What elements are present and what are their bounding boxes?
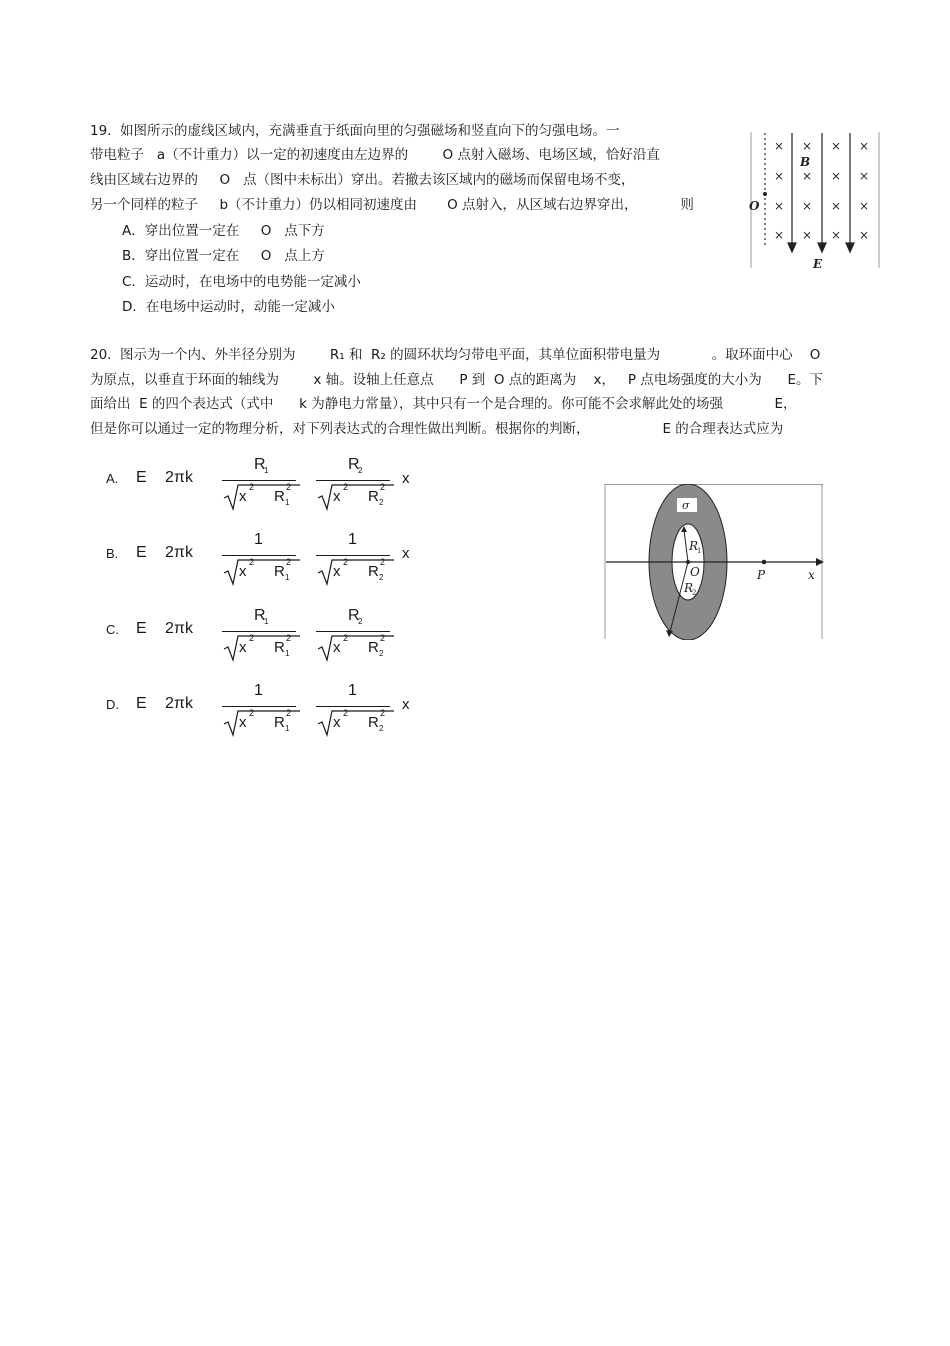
option-letter: B. (106, 546, 119, 561)
denom-r-sq: 2 (380, 557, 386, 567)
numerator: 1 (348, 682, 357, 699)
numerator: R (348, 607, 360, 624)
denom-r-sq: 2 (380, 482, 386, 492)
numerator: R (254, 607, 266, 624)
label-sigma: σ (682, 499, 690, 512)
denom-r-sq: 2 (286, 557, 292, 567)
denom-r: R (368, 714, 379, 731)
fraction-bar (316, 480, 390, 481)
b-field-cross: × (774, 169, 785, 183)
formula-e: E (136, 544, 147, 561)
denom-r-sq: 2 (286, 708, 292, 718)
denom-r-sq: 2 (380, 708, 386, 718)
formula-x: x (402, 696, 410, 713)
b-field-cross: × (831, 169, 842, 183)
denom-x-sq: 2 (343, 633, 349, 643)
denom-r-sub: 2 (379, 573, 384, 582)
label-x-axis: x (808, 568, 815, 582)
q20-option-d (0, 682, 600, 746)
denom-r-sub: 2 (379, 649, 384, 658)
formula-e: E (136, 620, 147, 637)
formula-prefactor: 2πk (165, 544, 193, 561)
denom-x-sq: 2 (249, 633, 255, 643)
denom-x: x (333, 563, 341, 580)
q20-option-a (0, 456, 600, 520)
q19-option-c: C．运动时，在电场中的电势能一定减小 (122, 274, 361, 290)
numerator-sub: 1 (264, 617, 269, 626)
label-r2: R (684, 581, 694, 595)
q19-line-2: 带电粒子 a（不计重力）以一定的初速度由左边界的 O 点射入磁场、电场区域，恰好沿直 (90, 147, 660, 163)
numerator: R (348, 456, 360, 473)
denom-r: R (368, 639, 379, 656)
label-e: E (813, 257, 823, 271)
q20-line-4: 但是你可以通过一定的物理分析，对下列表达式的合理性做出判断。根据你的判断， E 的合理表达式应为 (90, 421, 784, 437)
label-r1-sub: 1 (697, 547, 702, 555)
b-field-cross: × (802, 139, 813, 153)
denom-r: R (274, 563, 285, 580)
b-field-cross: × (802, 228, 813, 242)
q19-field-figure (748, 130, 883, 272)
q20-line-2: 为原点，以垂直于环面的轴线为 x 轴。设轴上任意点 P 到 O 点的距离为 x， P 点电场强度的大小为 E。下 (90, 372, 824, 388)
b-field-cross: × (859, 228, 870, 242)
q19-option-a: A．穿出位置一定在 O 点下方 (122, 223, 325, 239)
option-letter: D. (106, 697, 119, 712)
denom-x: x (239, 488, 247, 505)
fraction-bar (222, 706, 296, 707)
q20-option-b (0, 531, 600, 595)
formula-x: x (402, 470, 410, 487)
denom-r: R (274, 714, 285, 731)
b-field-cross: × (774, 199, 785, 213)
q20-ring-figure (604, 484, 824, 640)
q20-line-1: 20. 图示为一个内、外半径分别为 R₁ 和 R₂ 的圆环状均匀带电平面，其单位面积带电量为 。取环面中心 O (90, 347, 821, 363)
fraction-bar (316, 555, 390, 556)
denom-r: R (274, 639, 285, 656)
b-field-cross: × (831, 139, 842, 153)
q19-option-b: B．穿出位置一定在 O 点上方 (122, 248, 325, 264)
formula-e: E (136, 695, 147, 712)
option-letter: A. (106, 471, 119, 486)
denom-r-sub: 2 (379, 724, 384, 733)
formula-e: E (136, 469, 147, 486)
denom-x-sq: 2 (343, 557, 349, 567)
denom-r-sub: 1 (285, 573, 290, 582)
denom-x-sq: 2 (343, 708, 349, 718)
q19-option-d: D．在电场中运动时，动能一定减小 (122, 299, 335, 315)
q19-line-1: 19. 如图所示的虚线区域内，充满垂直于纸面向里的匀强磁场和竖直向下的匀强电场。一 (90, 123, 620, 139)
b-field-cross: × (802, 169, 813, 183)
denom-r-sub: 1 (285, 498, 290, 507)
formula-prefactor: 2πk (165, 469, 193, 486)
q19-line-3: 线由区域右边界的 O 点（图中未标出）穿出。若撤去该区域内的磁场而保留电场不变， (90, 172, 635, 188)
denom-x: x (333, 714, 341, 731)
q20-option-c (0, 607, 600, 671)
denom-x: x (239, 714, 247, 731)
denom-x: x (239, 639, 247, 656)
denom-x-sq: 2 (249, 482, 255, 492)
b-field-cross: × (859, 139, 870, 153)
denom-r: R (274, 488, 285, 505)
label-o-center: O (690, 565, 700, 579)
denom-r-sub: 2 (379, 498, 384, 507)
denom-x: x (333, 639, 341, 656)
denom-x-sq: 2 (249, 557, 255, 567)
b-field-cross: × (831, 199, 842, 213)
label-r2-sub: 2 (692, 589, 697, 597)
numerator-sub: 1 (264, 466, 269, 475)
denom-r-sq: 2 (286, 633, 292, 643)
denom-r-sq: 2 (380, 633, 386, 643)
numerator: R (254, 456, 266, 473)
fraction-bar (222, 631, 296, 632)
b-field-cross: × (859, 199, 870, 213)
denom-x: x (333, 488, 341, 505)
denom-r-sub: 1 (285, 724, 290, 733)
denom-r-sub: 1 (285, 649, 290, 658)
denom-x-sq: 2 (249, 708, 255, 718)
label-b: B (800, 155, 811, 169)
q20-line-3: 面给出 E 的四个表达式（式中 k 为静电力常量），其中只有一个是合理的。你可能不会求解此处的场强 E， (90, 396, 797, 412)
numerator: 1 (254, 682, 263, 699)
b-field-cross: × (774, 139, 785, 153)
label-r1: R (689, 539, 699, 553)
formula-prefactor: 2πk (165, 695, 193, 712)
q19-line-4: 另一个同样的粒子 b（不计重力）仍以相同初速度由 O 点射入，从区域右边界穿出， 则 (90, 197, 694, 213)
b-field-cross: × (774, 228, 785, 242)
numerator: 1 (348, 531, 357, 548)
denom-x: x (239, 563, 247, 580)
label-p: P (757, 568, 766, 582)
formula-x: x (402, 545, 410, 562)
fraction-bar (222, 555, 296, 556)
fraction-bar (316, 706, 390, 707)
denom-x-sq: 2 (343, 482, 349, 492)
formula-prefactor: 2πk (165, 620, 193, 637)
option-letter: C. (106, 622, 119, 637)
b-field-cross: × (831, 228, 842, 242)
fraction-bar (222, 480, 296, 481)
b-field-cross: × (859, 169, 870, 183)
fraction-bar (316, 631, 390, 632)
b-field-cross: × (802, 199, 813, 213)
label-o: O (749, 199, 760, 213)
denom-r: R (368, 563, 379, 580)
denom-r: R (368, 488, 379, 505)
numerator-sub: 2 (358, 466, 363, 475)
numerator: 1 (254, 531, 263, 548)
numerator-sub: 2 (358, 617, 363, 626)
denom-r-sq: 2 (286, 482, 292, 492)
